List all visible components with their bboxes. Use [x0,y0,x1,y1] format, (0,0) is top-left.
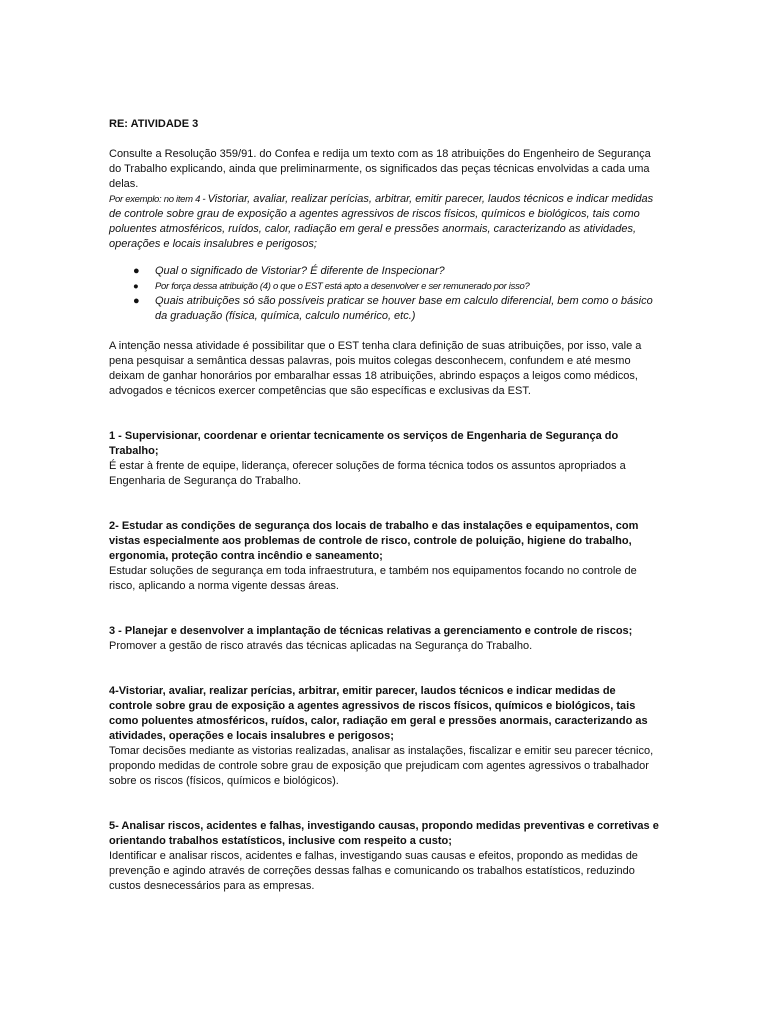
question-text: Qual o significado de Vistoriar? É diferente de Inspecionar? [155,265,445,277]
intention-paragraph: A intenção nessa atividade é possibilitar que o EST tenha clara definição de suas atribuições, por isso, vale a pena pesquisar a semântica dessas palavras, pois muitos colegas desconhecem, confundem e até mesmo deixam de ganhar honorários por embaralhar essas 18 atribuições, abrindo espaços a leigos como médicos, advogados e técnicos exercer competências que são específicas e exclusivas da EST. [109,340,642,397]
bullet-icon: ● [133,295,140,307]
bullet-icon: ● [133,265,140,277]
intro-example [109,192,661,252]
section-heading: 3 - Planejar e desenvolver a implantação de técnicas relativas a gerenciamento e controle de riscos; [109,625,633,637]
section-body: Tomar decisões mediante as vistorias realizadas, analisar as instalações, fiscalizar e emitir seu parecer técnico, propondo medidas de controle sobre grau de exposição que prejudicam com agentes agressivos o trabalhador sobre os riscos (físicos, químicos e biológicos). [109,745,654,787]
section-body: É estar à frente de equipe, liderança, oferecer soluções de forma técnica todos os assuntos apropriados a Engenharia de Segurança do Trabalho. [109,460,626,487]
section-heading: 1 - Supervisionar, coordenar e orientar tecnicamente os serviços de Engenharia de Segurança do Trabalho; [109,430,619,457]
bullet-icon: ● [133,281,139,292]
section-heading: 5- Analisar riscos, acidentes e falhas, investigando causas, propondo medidas preventivas e corretivas e orientando trabalhos estatísticos, inclusive com respeito a custo; [109,820,659,847]
attribution-section [109,429,661,489]
section-body: Promover a gestão de risco através das técnicas aplicadas na Segurança do Trabalho. [109,640,533,652]
question-item [109,294,661,324]
question-text: Por força dessa atribuição (4) o que o EST está apto a desenvolver e ser remunerado por isso? [155,281,530,292]
section-heading: 4-Vistoriar, avaliar, realizar perícias, arbitrar, emitir parecer, laudos técnicos e indicar medidas de controle sobre grau de exposição a agentes agressivos de riscos físicos, químicos e biológicos, tais como poluentes atmosféricos, ruídos, calor, radiação em geral e pressões anormais, caracterizando as atividades, operações e locais insalubres e perigosos; [109,685,648,742]
intro-text: Consulte a Resolução 359/91. do Confea e redija um texto com as 18 atribuições do Engenheiro de Segurança do Trabalho explicando, ainda que preliminarmente, os significados das peças técnicas envolvidas a cada uma delas. [109,148,651,190]
document-title: RE: ATIVIDADE 3 [109,118,199,130]
question-item [109,264,661,279]
section-body: Identificar e analisar riscos, acidentes e falhas, investigando suas causas e efeitos, propondo as medidas de prevenção e agindo através de correções dessas falhas e comunicando os trabalhos estatísticos, reduzindo custos desnecessários para as empresas. [109,850,638,892]
question-text: Quais atribuições só são possíveis praticar se houver base em calculo diferencial, bem como o básico da graduação (física, química, calculo numérico, etc.) [155,295,653,322]
intro-example-lead: Por exemplo: no item 4 - [109,194,208,205]
attribution-section [109,519,661,594]
section-body: Estudar soluções de segurança em toda infraestrutura, e também nos equipamentos focando no controle de risco, aplicando a norma vigente dessas áreas. [109,565,637,592]
question-list [109,264,661,324]
intro-example-text: Vistoriar, avaliar, realizar perícias, arbitrar, emitir parecer, laudos técnicos e indicar medidas de controle sobre grau de exposição a agentes agressivos de riscos físicos, químicos e biológicos, tais como poluentes atmosféricos, ruídos, calor, radiação em geral e pressões anormais, caracterizando as atividades, operações e locais insalubres e perigosos; [109,193,654,250]
question-item [109,279,661,294]
section-heading: 2- Estudar as condições de segurança dos locais de trabalho e das instalações e equipamentos, com vistas especialmente aos problemas de controle de risco, controle de poluição, higiene do trabalho, ergonomia, proteção contra incêndio e saneamento; [109,520,639,562]
document-content [109,117,661,894]
attribution-section [109,624,661,654]
attribution-section [109,684,661,789]
attribution-section [109,819,661,894]
